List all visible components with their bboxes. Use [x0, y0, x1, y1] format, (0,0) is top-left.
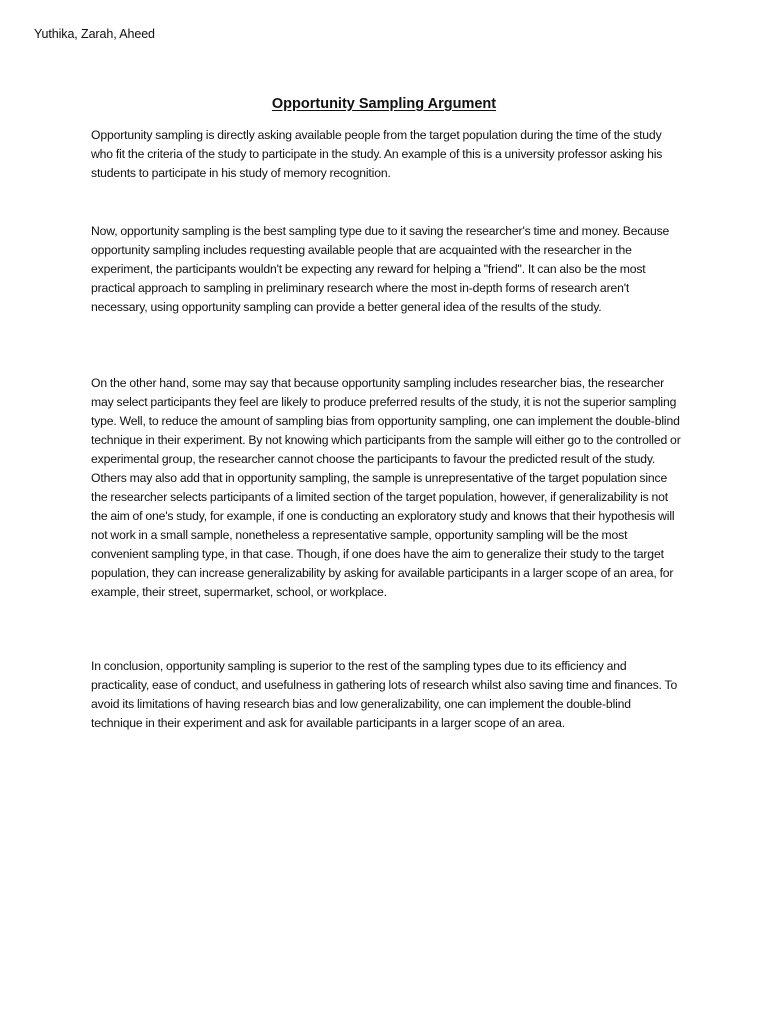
paragraph-argument: Now, opportunity sampling is the best sampling type due to it saving the researcher's time and money. Because opportunity sampling includes requesting available people that are acquainted with the researcher in the experiment, the participants wouldn't be expecting any reward for helping a "friend". It can also be the most practical approach to sampling in preliminary research where the most in-depth forms of research aren't necessary, using opportunity sampling can provide a better general idea of the results of the study.	[91, 224, 670, 314]
author-names: Yuthika, Zarah, Aheed	[34, 27, 155, 41]
document-title: Opportunity Sampling Argument	[271, 96, 497, 112]
paragraph-definition: Opportunity sampling is directly asking available people from the target population during the time of the study who fit the criteria of the study to participate in the study. An example of this is a university professor asking his students to participate in his study of memory recognition.	[91, 128, 663, 180]
paragraph-conclusion: In conclusion, opportunity sampling is superior to the rest of the sampling types due to its efficiency and practicality, ease of conduct, and usefulness in gathering lots of research whilst also saving time and finances. To avoid its limitations of having research bias and low generalizability, one can implement the double-blind technique in their experiment and ask for available participants in a larger scope of an area.	[91, 659, 678, 730]
paragraph-counterargument: On the other hand, some may say that because opportunity sampling includes researcher bias, the researcher may select participants they feel are likely to produce preferred results of the study, it is not the superior sampling type. Well, to reduce the amount of sampling bias from opportunity sampling, one can implement the double-blind technique in their experiment. By not knowing which participants from the sample will either go to the controlled or experimental group, the researcher cannot choose the participants to favour the predicted result of the study. Others may also add that in opportunity sampling, the sample is unrepresentative of the target population since the researcher selects participants of a limited section of the target population, however, if generalizability is not the aim of one's study, for example, if one is conducting an exploratory study and knows that their hypothesis will not work in a small sample, nonetheless a representative sample, opportunity sampling will be the most convenient sampling type, in that case. Though, if one does have the aim to generalize their study to the target population, they can increase generalizability by asking for available participants in a larger scope of an area, for example, their street, supermarket, school, or workplace.	[91, 376, 681, 599]
